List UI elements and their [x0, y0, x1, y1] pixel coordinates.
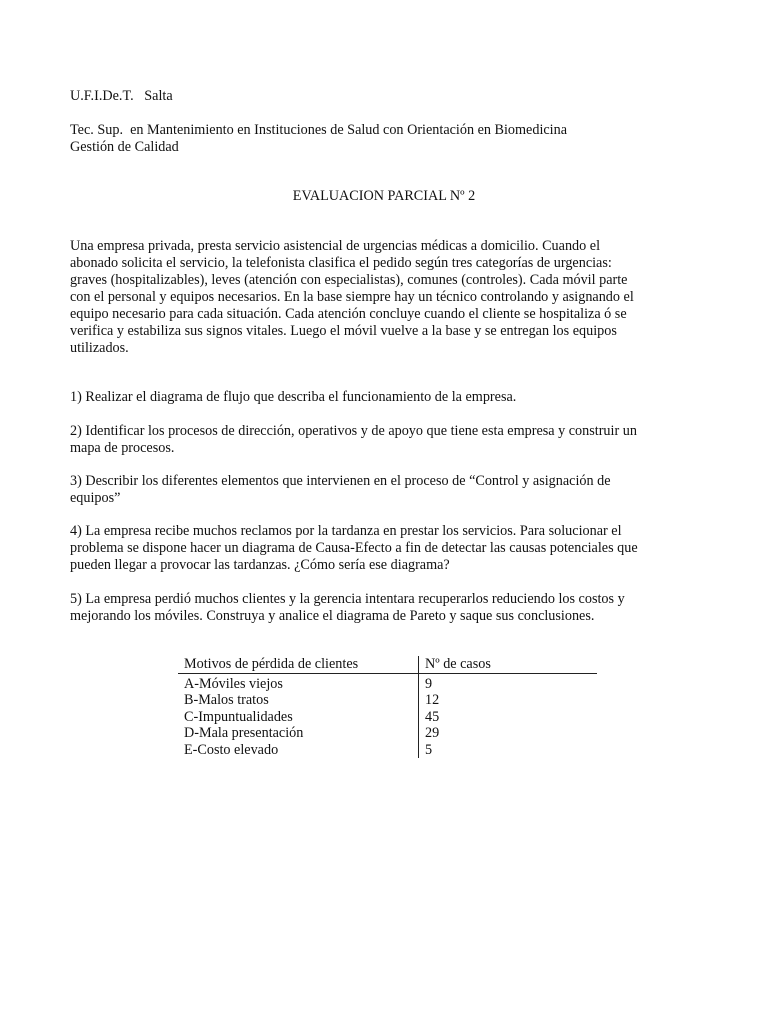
- table-row: [178, 742, 597, 759]
- question-4: [70, 523, 694, 574]
- intro-line: utilizados.: [70, 340, 129, 356]
- exam-title: EVALUACION PARCIAL Nº 2: [292, 188, 476, 204]
- cases-cell: 9: [425, 675, 433, 692]
- question-2-line: 2) Identificar los procesos de dirección, operativos y de apoyo que tiene esta empresa y construir un: [70, 423, 637, 439]
- institution-line: [70, 88, 694, 105]
- question-2-line: mapa de procesos.: [70, 440, 175, 456]
- intro-line: equipo necesario para cada situación. Cada atención concluye cuando el cliente se hospitaliza ó se: [70, 306, 627, 322]
- question-3-line: equipos”: [70, 490, 121, 506]
- reason-cell: E-Costo elevado: [178, 742, 419, 759]
- course-line-1: Tec. Sup. en Mantenimiento en Instituciones de Salud con Orientación en Biomedicina: [70, 122, 568, 138]
- institution-text: U.F.I.De.T. Salta: [70, 88, 173, 104]
- reason-cell: B-Malos tratos: [178, 692, 419, 709]
- intro-line: graves (hospitalizables), leves (atención con especialistas), comunes (controles). Cada móvil parte: [70, 272, 628, 288]
- client-loss-table: [178, 656, 597, 758]
- intro-line: con el personal y equipos necesarios. En la base siempre hay un técnico controlando y asignando el: [70, 289, 634, 305]
- table-row: [178, 692, 597, 709]
- question-5: [70, 591, 694, 625]
- question-4-line: pueden llegar a provocar las tardanzas. ¿Cómo sería ese diagrama?: [70, 557, 450, 573]
- table-row: [178, 725, 597, 742]
- course-heading: [70, 122, 694, 156]
- cases-cell: 12: [425, 692, 440, 708]
- reason-cell: D-Mala presentación: [178, 725, 419, 742]
- intro-line: abonado solicita el servicio, la telefonista clasifica el pedido según tres categorías de urgencias:: [70, 255, 612, 271]
- reason-cell: C-Impuntualidades: [178, 709, 419, 726]
- column-header-cases: Nº de casos: [419, 656, 598, 673]
- cases-cell: 29: [425, 725, 440, 741]
- intro-paragraph: [70, 238, 694, 357]
- reason-cell: A-Móviles viejos: [178, 673, 419, 692]
- intro-line: verifica y estabiliza sus signos vitales. Luego el móvil vuelve a la base y se entregan los equipos: [70, 323, 617, 339]
- question-5-line: 5) La empresa perdió muchos clientes y la gerencia intentara recuperarlos reduciendo los costos y: [70, 591, 625, 607]
- question-4-line: problema se dispone hacer un diagrama de Causa-Efecto a fin de detectar las causas potenciales que: [70, 540, 638, 556]
- table-row: [178, 673, 597, 692]
- table-header-row: [178, 656, 597, 673]
- table-row: [178, 709, 597, 726]
- question-3: [70, 473, 694, 507]
- question-5-line: mejorando los móviles. Construya y analice el diagrama de Pareto y saque sus conclusiones.: [70, 608, 595, 624]
- question-1: [70, 389, 694, 406]
- cases-cell: 5: [425, 741, 433, 758]
- question-3-line: 3) Describir los diferentes elementos que intervienen en el proceso de “Control y asignación de: [70, 473, 611, 489]
- column-header-reasons: Motivos de pérdida de clientes: [178, 656, 419, 673]
- cases-cell: 45: [425, 708, 440, 725]
- course-line-2: Gestión de Calidad: [70, 139, 179, 155]
- question-2: [70, 423, 694, 457]
- question-4-line: 4) La empresa recibe muchos reclamos por la tardanza en prestar los servicios. Para solucionar el: [70, 523, 622, 539]
- question-1-line: 1) Realizar el diagrama de flujo que describa el funcionamiento de la empresa.: [70, 389, 517, 405]
- intro-line: Una empresa privada, presta servicio asistencial de urgencias médicas a domicilio. Cuando el: [70, 238, 601, 254]
